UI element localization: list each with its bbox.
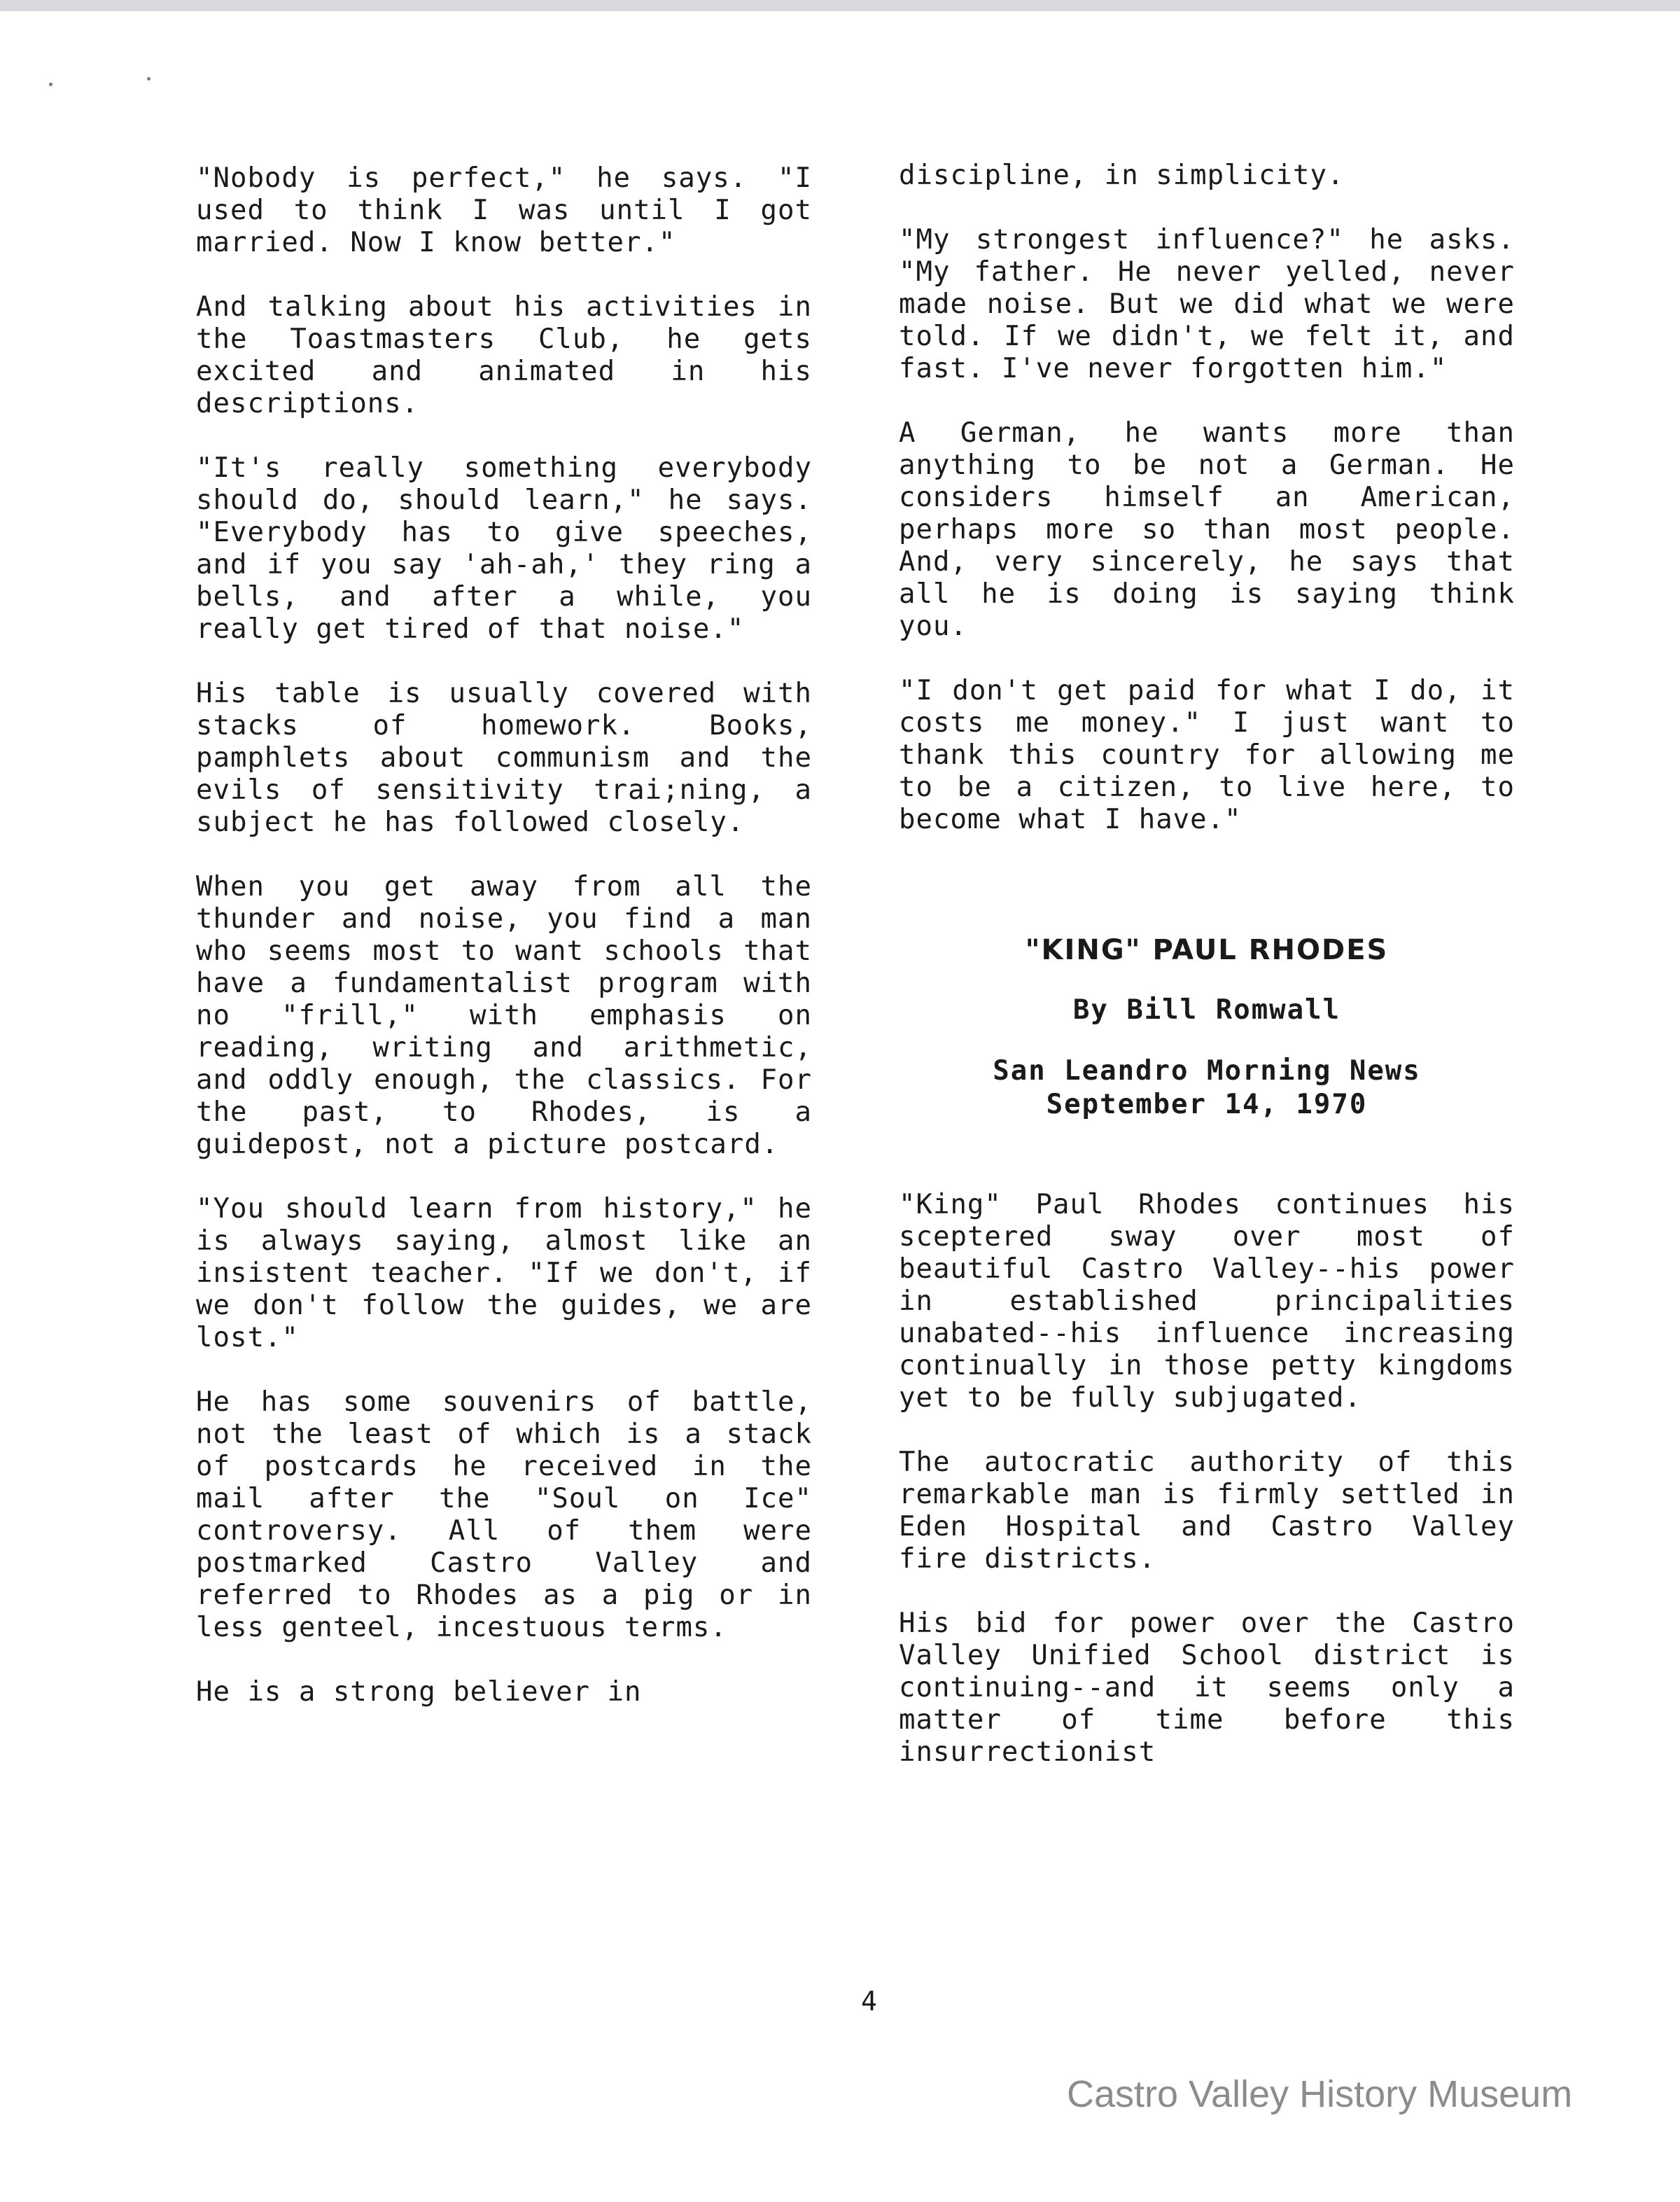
source-date: September 14, 1970 [1046, 1089, 1368, 1120]
left-column [196, 162, 812, 1741]
paragraph: "My strongest influence?" he asks. "My father. He never yelled, never made noise. But we did what we were told. If we didn't, we felt it, and fast. I've never forgotten him." [899, 224, 1515, 384]
article-byline: By Bill Romwall [1072, 994, 1341, 1026]
paragraph: discipline, in simplicity. [899, 160, 1345, 191]
paragraph: "You should learn from history," he is always saying, almost like an insistent teacher. "If we don't, if we don't follow the guides, we are lost." [196, 1193, 812, 1353]
scan-speck [147, 77, 150, 81]
paragraph: "It's really something everybody should do, should learn," he says. "Everybody has to give speeches, and if you say 'ah-ah,' they ring a bells, and after a while, you really get tired of that noise." [196, 452, 812, 645]
paragraph: The autocratic authority of this remarkable man is firmly settled in Eden Hospital and Castro Valley fire districts. [899, 1447, 1515, 1575]
article-title: "KING" PAUL RHODES [1025, 934, 1389, 966]
paragraph: He is a strong believer in [196, 1676, 642, 1708]
paragraph: His bid for power over the Castro Valley Unified School district is continuing--and it seems only a matter of time before this insurrectionist [899, 1608, 1515, 1768]
paragraph: A German, he wants more than anything to be not a German. He considers himself an American, perhaps more so than most people. And, very sincerely, he says that all he is doing is saying think you. [899, 417, 1515, 642]
museum-watermark: Castro Valley History Museum [1067, 2073, 1573, 2115]
source-publication: San Leandro Morning News [993, 1055, 1421, 1087]
paragraph: "Nobody is perfect," he says. "I used to think I was until I got married. Now I know better." [196, 162, 812, 258]
right-column [899, 160, 1515, 1801]
scan-speck [49, 83, 52, 86]
paragraph: "I don't get paid for what I do, it costs me money." I just want to thank this country for allowing me to be a citizen, to live here, to become what I have." [899, 675, 1515, 835]
paragraph: "King" Paul Rhodes continues his sceptered sway over most of beautiful Castro Valley--his power in established principalities unabated--his influence increasing continually in those petty kingdoms yet to be fully subjugated. [899, 1189, 1515, 1414]
paragraph: And talking about his activities in the Toastmasters Club, he gets excited and animated in his descriptions. [196, 291, 812, 419]
article-source [899, 1054, 1515, 1122]
paragraph: When you get away from all the thunder and noise, you find a man who seems most to want schools that have a fundamentalist program with no "frill," with emphasis on reading, writing and arithmetic, and oddly enough, the classics. For the past, to Rhodes, is a guidepost, not a picture postcard. [196, 871, 812, 1160]
paragraph: His table is usually covered with stacks of homework. Books, pamphlets about communism and the evils of sensitivity trai;ning, a subject he has followed closely. [196, 678, 812, 838]
page-number: 4 [861, 1986, 877, 2016]
scan-top-edge [0, 0, 1680, 11]
paragraph: He has some souvenirs of battle, not the least of which is a stack of postcards he received in the mail after the "Soul on Ice" controversy. All of them were postmarked Castro Valley and referred to Rhodes as a pig or in less genteel, incestuous terms. [196, 1386, 812, 1643]
